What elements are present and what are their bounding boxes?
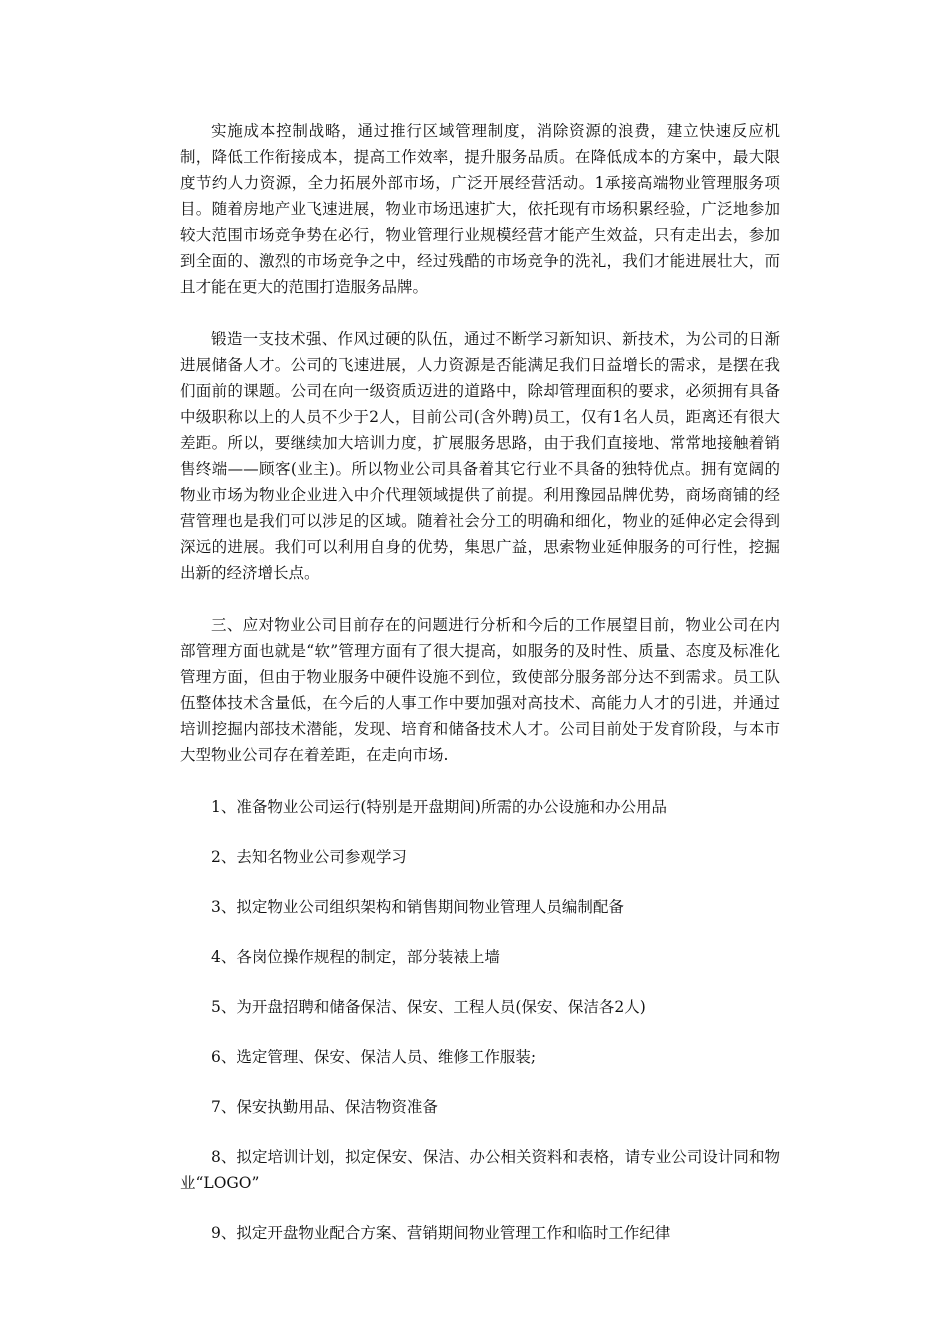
paragraph-problem-analysis: 三、应对物业公司目前存在的问题进行分析和今后的工作展望目前，物业公司在内部管理方面也就是“软”管理方面有了很大提高，如服务的及时性、质量、态度及标准化管理方面，但由于物业服务中硬件设施不到位，致使部分服务部分达不到需求。员工队伍整体技术含量低，在今后的人事工作中要加强对高技术、高能力人才的引进，并通过培训挖掘内部技术潜能，发现、培育和储备技术人才。公司目前处于发育阶段，与本市大型物业公司存在着差距，在走向市场.: [180, 616, 780, 764]
list-item: 7、保安执勤用品、保洁物资准备: [211, 1098, 438, 1116]
list-item: 5、为开盘招聘和储备保洁、保安、工程人员(保安、保洁各2人): [211, 998, 646, 1016]
list-item: 2、去知名物业公司参观学习: [211, 848, 407, 866]
list-item: 1、准备物业公司运行(特别是开盘期间)所需的办公设施和办公用品: [211, 798, 667, 816]
document-page: [180, 118, 780, 1270]
list-item: 3、拟定物业公司组织架构和销售期间物业管理人员编制配备: [211, 898, 624, 916]
paragraph-team-building: 锻造一支技术强、作风过硬的队伍，通过不断学习新知识、新技术，为公司的日渐进展储备人才。公司的飞速进展，人力资源是否能满足我们日益增长的需求，是摆在我们面前的课题。公司在向一级资质迈进的道路中，除却管理面积的要求，必须拥有具备中级职称以上的人员不少于2人，目前公司(含外聘)员工，仅有1名人员，距离还有很大差距。所以，要继续加大培训力度，扩展服务思路，由于我们直接地、常常地接触着销售终端——顾客(业主)。所以物业公司具备着其它行业不具备的独特优点。拥有宽阔的物业市场为物业企业进入中介代理领域提供了前提。利用豫园品牌优势，商场商铺的经营管理也是我们可以涉足的区域。随着社会分工的明确和细化，物业的延伸必定会得到深远的进展。我们可以利用自身的优势，集思广益，思索物业延伸服务的可行性，挖掘出新的经济增长点。: [180, 330, 780, 582]
list-item: 9、拟定开盘物业配合方案、营销期间物业管理工作和临时工作纪律: [211, 1224, 671, 1242]
paragraph-cost-control: 实施成本控制战略，通过推行区域管理制度，消除资源的浪费，建立快速反应机制，降低工作衔接成本，提高工作效率，提升服务品质。在降低成本的方案中，最大限度节约人力资源，全力拓展外部市场，广泛开展经营活动。1承接高端物业管理服务项目。随着房地产业飞速进展，物业市场迅速扩大，依托现有市场积累经验，广泛地参加较大范围市场竞争势在必行，物业管理行业规模经营才能产生效益，只有走出去，参加到全面的、激烈的市场竞争之中，经过残酷的市场竞争的洗礼，我们才能进展壮大，而且才能在更大的范围打造服务品牌。: [180, 122, 780, 296]
list-item: 8、拟定培训计划，拟定保安、保洁、办公相关资料和表格，请专业公司设计同和物业“LOGO”: [180, 1148, 780, 1192]
list-item: 4、各岗位操作规程的制定，部分装裱上墙: [211, 948, 500, 966]
list-item: 6、选定管理、保安、保洁人员、维修工作服装;: [211, 1048, 537, 1066]
